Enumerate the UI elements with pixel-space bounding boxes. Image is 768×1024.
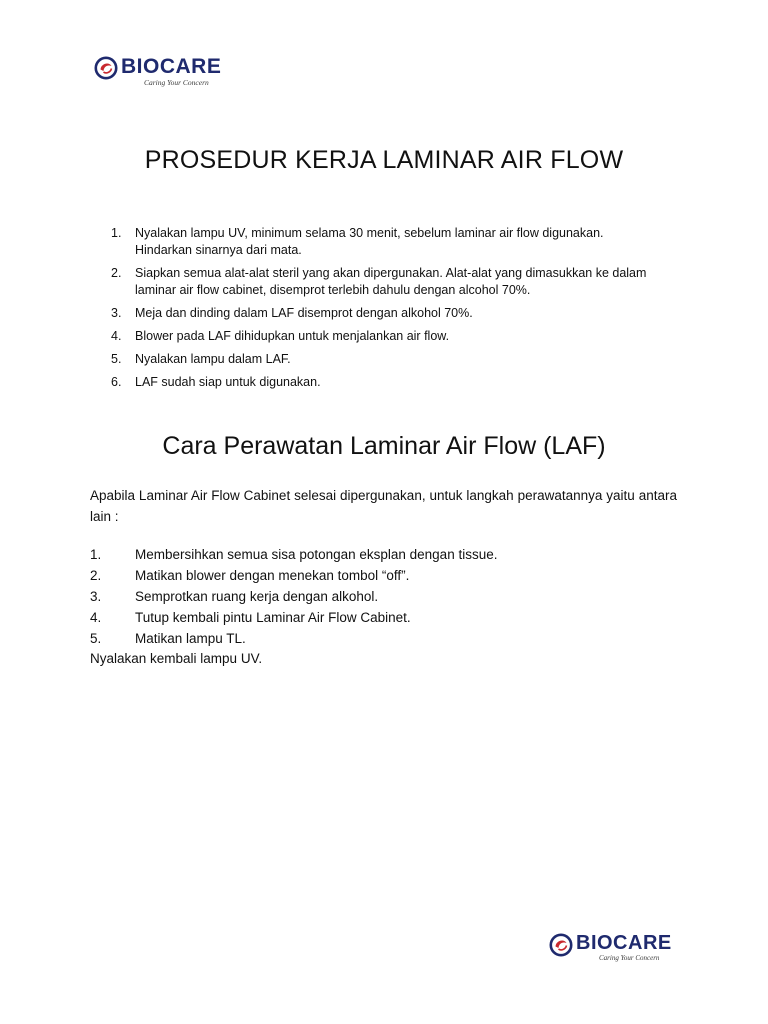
step-number: 3. (111, 306, 122, 320)
procedure-title: PROSEDUR KERJA LAMINAR AIR FLOW (144, 146, 624, 174)
step-number: 4. (111, 329, 122, 343)
list-item (111, 374, 651, 391)
step-text: Meja dan dinding dalam LAF disemprot dengan alkohol 70%. (135, 306, 473, 320)
step-text: Matikan blower dengan menekan tombol “off”. (135, 568, 410, 583)
list-item (90, 607, 650, 628)
list-item (90, 565, 650, 586)
maintenance-steps (90, 544, 650, 649)
step-text: Membersihkan semua sisa potongan eksplan dengan tissue. (135, 547, 498, 562)
list-item (111, 265, 651, 299)
maintenance-intro: Apabila Laminar Air Flow Cabinet selesai dipergunakan, untuk langkah perawatannya yaitu antara lain : (90, 488, 677, 524)
step-text: Matikan lampu TL. (135, 631, 246, 646)
list-item (111, 328, 651, 345)
procedure-steps (111, 225, 651, 397)
step-number: 5. (111, 352, 122, 366)
list-item (90, 544, 650, 565)
list-item (111, 351, 651, 368)
brand-name: BIOCARE (121, 55, 222, 78)
list-item (90, 586, 650, 607)
closing-line: Nyalakan kembali lampu UV. (90, 651, 263, 666)
step-text: Nyalakan lampu UV, minimum selama 30 menit, sebelum laminar air flow digunakan. Hindarkan sinarnya dari mata. (135, 226, 604, 257)
step-number: 5. (90, 631, 102, 646)
step-text: LAF sudah siap untuk digunakan. (135, 375, 321, 389)
biocare-logo-bottom (549, 933, 672, 962)
list-item (111, 225, 651, 259)
step-number: 2. (111, 266, 122, 280)
step-number: 1. (90, 547, 102, 562)
biocare-logo-top (94, 56, 221, 87)
step-number: 3. (90, 589, 102, 604)
step-text: Tutup kembali pintu Laminar Air Flow Cabinet. (135, 610, 411, 625)
brand-tagline: Caring Your Concern (144, 78, 209, 87)
brand-tagline: Caring Your Concern (599, 954, 660, 962)
step-number: 6. (111, 375, 122, 389)
list-item (90, 628, 650, 649)
step-text: Blower pada LAF dihidupkan untuk menjalankan air flow. (135, 329, 450, 343)
step-number: 2. (90, 568, 102, 583)
step-text: Nyalakan lampu dalam LAF. (135, 352, 291, 366)
step-number: 4. (90, 610, 102, 625)
biocare-emblem-icon (94, 56, 118, 80)
step-number: 1. (111, 226, 122, 240)
brand-name: BIOCARE (576, 932, 672, 954)
biocare-emblem-icon (549, 933, 573, 957)
step-text: Semprotkan ruang kerja dengan alkohol. (135, 589, 379, 604)
list-item (111, 305, 651, 322)
maintenance-title: Cara Perawatan Laminar Air Flow (LAF) (162, 432, 606, 460)
step-text: Siapkan semua alat-alat steril yang akan dipergunakan. Alat-alat yang dimasukkan ke dalam laminar air flow cabinet, disemprot terlebih dahulu dengan alcohol 70%. (135, 266, 647, 297)
